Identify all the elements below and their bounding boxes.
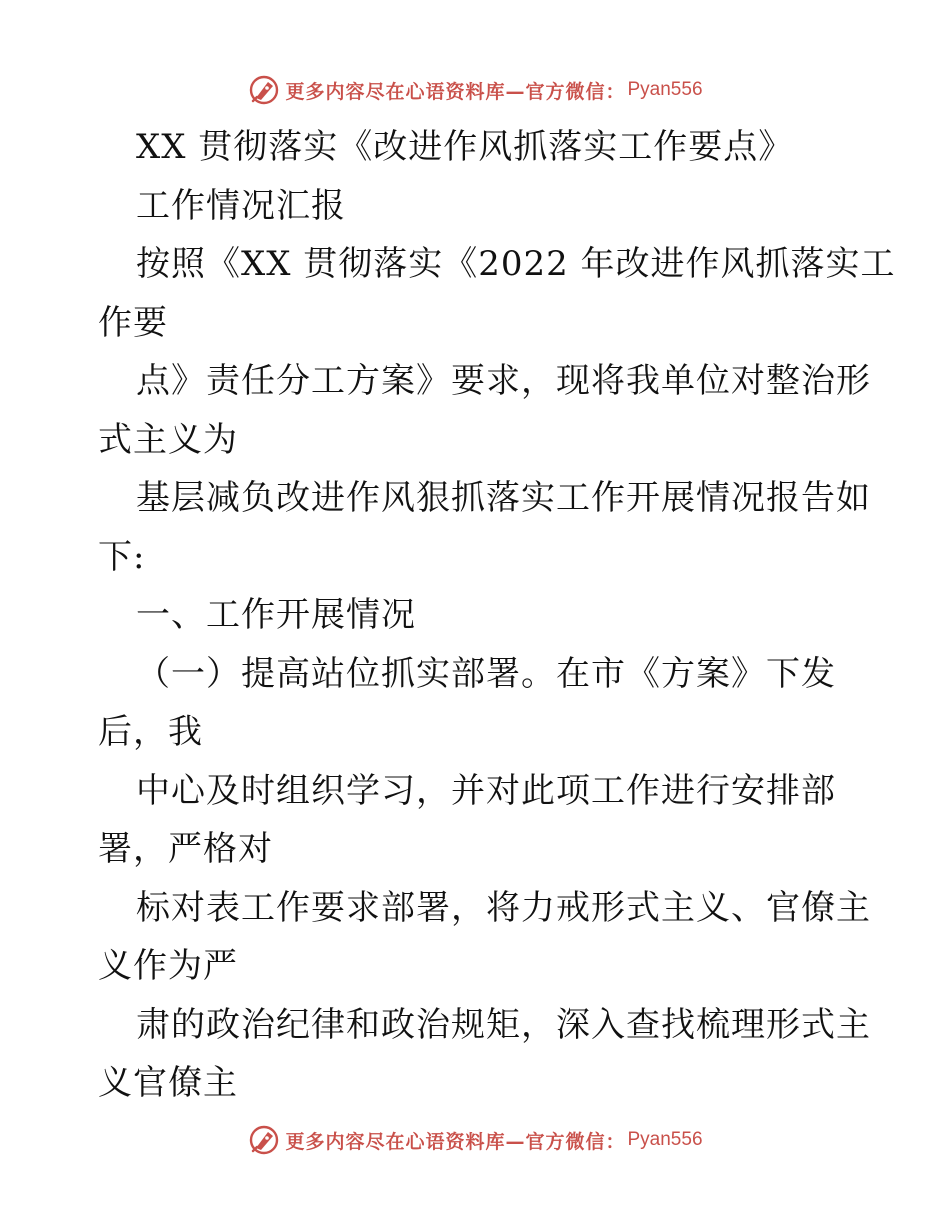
banner-text: 更多内容尽在心语资料库—官方微信： — [285, 1130, 626, 1153]
text-line: 一、工作开展情况 — [136, 595, 416, 635]
text-line: 基层减负改进作风狠抓落实工作开展情况报告如 — [136, 478, 871, 518]
text-line: XX 贯彻落实《改进作风抓落实工作要点》 — [136, 127, 794, 167]
text-line: 标对表工作要求部署，将力戒形式主义、官僚主 — [136, 887, 871, 928]
header-banner — [0, 70, 950, 110]
text-line: 义官僚主 — [98, 1063, 238, 1103]
text-line: 下: — [98, 536, 146, 577]
pen-nib-logo-icon — [247, 1123, 281, 1157]
text-line: 工作情况汇报 — [136, 185, 346, 226]
text-line: 按照《XX 贯彻落实《2022 年改进作风抓落实工 — [136, 244, 896, 284]
text-line: 作要 — [98, 302, 168, 343]
text-line: 式主义为 — [98, 419, 238, 460]
document-body — [98, 118, 896, 1113]
text-line: 点》责任分工方案》要求，现将我单位对整治形 — [136, 361, 871, 401]
banner-text: 更多内容尽在心语资料库—官方微信： — [285, 80, 626, 103]
banner-wechat-id: Pyan556 — [627, 1129, 703, 1150]
text-line: 后，我 — [98, 712, 203, 752]
text-line: 义作为严 — [98, 946, 238, 986]
text-line: （一）提高站位抓实部署。在市《方案》下发 — [136, 653, 836, 694]
banner-wechat-id: Pyan556 — [627, 79, 703, 100]
pen-nib-logo-icon — [247, 73, 281, 107]
text-line: 中心及时组织学习，并对此项工作进行安排部 — [136, 770, 836, 811]
text-line: 肃的政治纪律和政治规矩，深入查找梳理形式主 — [136, 1004, 871, 1045]
text-line: 署，严格对 — [98, 829, 273, 869]
footer-banner — [0, 1120, 950, 1160]
